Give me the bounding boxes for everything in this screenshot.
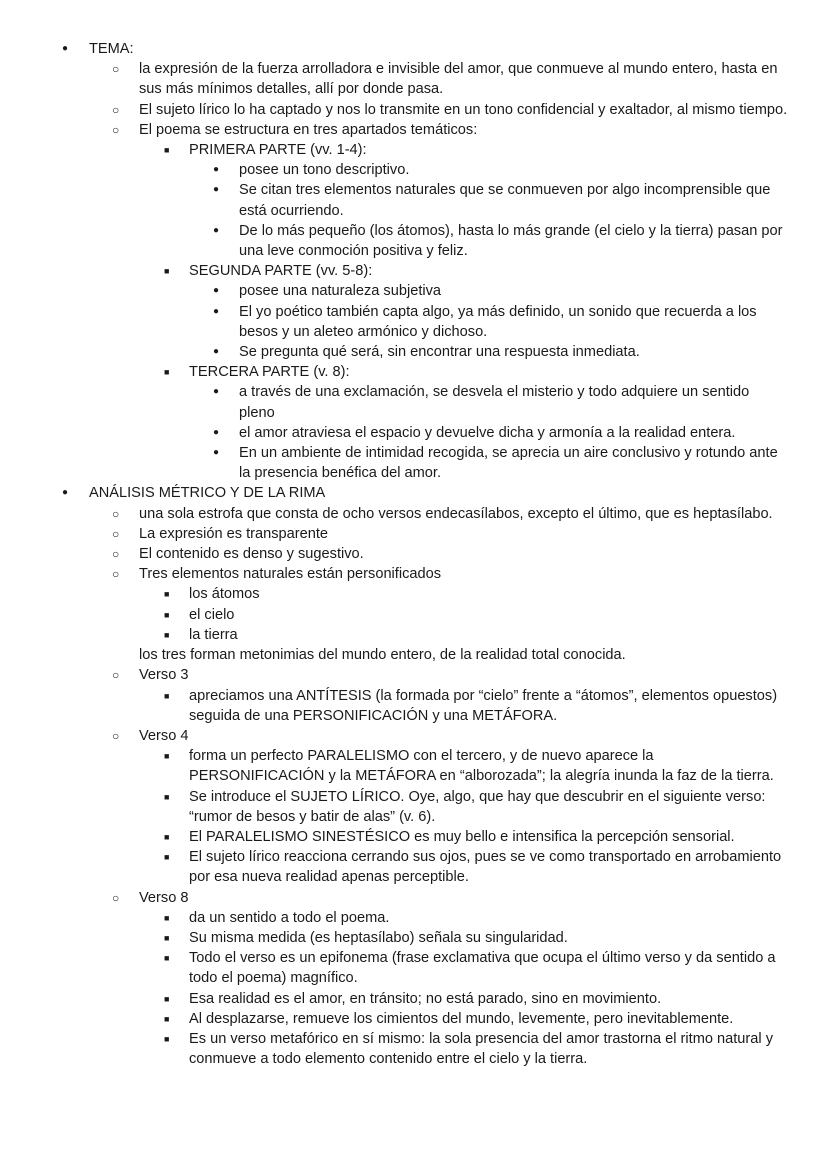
- bullet-marker-icon: ■: [164, 1033, 170, 1044]
- bullet-marker-icon: ■: [164, 690, 170, 701]
- item-text: El poema se estructura en tres apartados temáticos:: [139, 121, 478, 138]
- bullet-marker-icon: ■: [164, 629, 170, 640]
- sub-item: [0, 100, 789, 120]
- item-text: el amor atraviesa el espacio y devuelve dicha y armonía a la realidad entera.: [239, 424, 736, 441]
- bullet-marker-icon: ■: [164, 912, 170, 923]
- sub-sub-sub-item: [0, 180, 789, 220]
- sub-sub-sub-item: [0, 423, 789, 443]
- item-text: El contenido es denso y sugestivo.: [139, 546, 364, 563]
- bullet-item: [0, 39, 769, 59]
- sub-sub-item: [0, 584, 789, 604]
- item-text: La expresión es transparente: [139, 525, 329, 542]
- item-text: Es un verso metafórico en sí mismo: la sola presencia del amor trastorna el ritmo natural y conmueve a todo elemento contenido entre el cielo y la tierra.: [189, 1030, 773, 1068]
- bullet-marker-icon: ●: [213, 164, 220, 176]
- bullet-marker-icon: ●: [62, 43, 69, 54]
- sub-sub-sub-item: [0, 302, 789, 342]
- bullet-marker-icon: ○: [112, 506, 120, 521]
- item-text: TERCERA PARTE (v. 8):: [189, 364, 350, 381]
- item-text: apreciamos una ANTÍTESIS (la formada por “cielo” frente a “átomos”, elementos opuestos) seguida de una PERSONIFICACIÓN y una METÁFORA.: [189, 687, 778, 724]
- bullet-marker-icon: ■: [164, 609, 170, 620]
- bullet-marker-icon: ■: [164, 145, 170, 156]
- bullet-marker-icon: ○: [112, 668, 120, 683]
- bullet-marker-icon: ●: [213, 285, 220, 297]
- bullet-marker-icon: ○: [112, 122, 120, 137]
- item-text: PRIMERA PARTE (vv. 1-4):: [189, 142, 367, 159]
- bullet-marker-icon: ●: [213, 305, 220, 317]
- sub-sub-item: [0, 1029, 789, 1069]
- item-text: da un sentido a todo el poema.: [189, 909, 390, 926]
- bullet-marker-icon: ■: [164, 589, 170, 600]
- bullet-marker-icon: ■: [164, 791, 170, 802]
- sub-sub-item: [0, 1009, 789, 1029]
- sub-sub-item: [0, 140, 789, 160]
- continuation-text: [0, 645, 789, 665]
- sub-sub-item: [0, 989, 789, 1009]
- sub-item: [0, 524, 789, 544]
- sub-sub-item: [0, 787, 789, 827]
- document-outline: [0, 39, 828, 1069]
- sub-sub-sub-item: [0, 443, 789, 483]
- bullet-marker-icon: ■: [164, 266, 170, 277]
- sub-sub-item: [0, 827, 789, 847]
- sub-sub-item: [0, 847, 789, 887]
- bullet-marker-icon: ■: [164, 367, 170, 378]
- bullet-marker-icon: ○: [112, 547, 120, 562]
- item-text: Al desplazarse, remueve los cimientos del mundo, levemente, pero inevitablemente.: [189, 1010, 734, 1027]
- item-text: El PARALELISMO SINESTÉSICO es muy bello e intensifica la percepción sensorial.: [189, 828, 735, 845]
- sub-sub-item: [0, 948, 789, 988]
- sub-item: [0, 120, 789, 140]
- bullet-marker-icon: ○: [112, 890, 120, 905]
- bullet-marker-icon: ■: [164, 953, 170, 964]
- sub-sub-item: [0, 928, 789, 948]
- item-text: Verso 8: [139, 889, 189, 906]
- bullet-marker-icon: ■: [164, 751, 170, 762]
- item-text: Verso 4: [139, 727, 189, 744]
- sub-item: [0, 888, 789, 908]
- sub-sub-item: [0, 605, 789, 625]
- item-text: El yo poético también capta algo, ya más definido, un sonido que recuerda a los besos y un aleteo armónico y dichoso.: [239, 303, 757, 340]
- bullet-marker-icon: ●: [62, 487, 69, 499]
- item-text: SEGUNDA PARTE (vv. 5-8):: [189, 263, 373, 280]
- item-text: El sujeto lírico lo ha captado y nos lo transmite en un tono confidencial y exaltador, al mismo tiempo.: [139, 101, 788, 118]
- item-text: De lo más pequeño (los átomos), hasta lo más grande (el cielo y la tierra) pasan por una leve conmoción positiva y feliz.: [239, 222, 783, 260]
- sub-sub-item: [0, 261, 789, 281]
- sub-item: [0, 59, 789, 99]
- bullet-marker-icon: ■: [164, 1013, 170, 1024]
- bullet-marker-icon: ■: [164, 831, 170, 842]
- item-text: ANÁLISIS MÉTRICO Y DE LA RIMA: [89, 485, 326, 502]
- bullet-marker-icon: ●: [213, 447, 220, 459]
- item-text: forma un perfecto PARALELISMO con el tercero, y de nuevo aparece la PERSONIFICACIÓN y la METÁFORA en “alborozada”; la alegría inunda la faz de la tierra.: [189, 748, 774, 785]
- bullet-marker-icon: ●: [213, 224, 220, 236]
- sub-sub-item: [0, 362, 789, 382]
- item-text: la tierra: [189, 626, 238, 643]
- bullet-marker-icon: ●: [213, 426, 220, 438]
- item-text: Su misma medida (es heptasílabo) señala su singularidad.: [189, 929, 568, 946]
- bullet-marker-icon: ■: [164, 852, 170, 863]
- item-text: a través de una exclamación, se desvela el misterio y todo adquiere un sentido pleno: [239, 384, 750, 421]
- item-text: Se pregunta qué será, sin encontrar una respuesta inmediata.: [239, 344, 640, 361]
- bullet-marker-icon: ○: [112, 62, 120, 77]
- sub-item: [0, 726, 789, 746]
- bullet-marker-icon: ○: [112, 728, 120, 743]
- sub-sub-sub-item: [0, 281, 789, 301]
- bullet-marker-icon: ○: [112, 526, 120, 541]
- bullet-marker-icon: ●: [213, 386, 220, 398]
- sub-sub-sub-item: [0, 160, 789, 180]
- item-text: el cielo: [189, 606, 235, 623]
- item-text: posee una naturaleza subjetiva: [239, 283, 442, 300]
- item-text: El sujeto lírico reacciona cerrando sus ojos, pues se ve como transportado en arrobamiento por esa nueva realidad apenas perceptible.: [189, 849, 782, 886]
- item-text: Tres elementos naturales están personificados: [139, 566, 442, 583]
- bullet-marker-icon: ○: [112, 102, 120, 117]
- item-text: los átomos: [189, 586, 260, 603]
- item-text: Se introduce el SUJETO LÍRICO. Oye, algo, que hay que descubrir en el siguiente verso: “rumor de besos y batir de alas” (v. 6).: [189, 788, 766, 825]
- item-text: la expresión de la fuerza arrolladora e invisible del amor, que conmueve al mundo entero, hasta en sus más mínimos detalles, allí por donde pasa.: [139, 61, 778, 98]
- sub-sub-item: [0, 908, 789, 928]
- bullet-item: [0, 483, 769, 503]
- item-text: En un ambiente de intimidad recogida, se aprecia un aire conclusivo y rotundo ante la presencia benéfica del amor.: [239, 445, 778, 482]
- sub-sub-item: [0, 625, 789, 645]
- sub-sub-item: [0, 686, 789, 726]
- bullet-marker-icon: ■: [164, 993, 170, 1004]
- item-text: Todo el verso es un epifonema (frase exclamativa que ocupa el último verso y da sentido a todo el poema) magnífico.: [189, 950, 776, 987]
- sub-item: [0, 544, 789, 564]
- bullet-marker-icon: ●: [213, 184, 220, 196]
- item-text: Se citan tres elementos naturales que se conmueven por algo incomprensible que está ocurriendo.: [239, 182, 771, 219]
- item-text: Verso 3: [139, 667, 189, 684]
- bullet-marker-icon: ■: [164, 932, 170, 943]
- sub-item: [0, 564, 789, 584]
- sub-item: [0, 665, 789, 685]
- bullet-marker-icon: ○: [112, 567, 120, 582]
- sub-sub-sub-item: [0, 382, 789, 422]
- item-text: los tres forman metonimias del mundo entero, de la realidad total conocida.: [139, 647, 626, 664]
- item-text: TEMA:: [89, 41, 134, 57]
- sub-item: [0, 504, 789, 524]
- item-text: posee un tono descriptivo.: [239, 162, 410, 179]
- sub-sub-sub-item: [0, 342, 789, 362]
- item-text: Esa realidad es el amor, en tránsito; no está parado, sino en movimiento.: [189, 990, 662, 1007]
- bullet-marker-icon: ●: [213, 346, 220, 358]
- sub-sub-sub-item: [0, 221, 789, 261]
- item-text: una sola estrofa que consta de ocho versos endecasílabos, excepto el último, que es heptasílabo.: [139, 505, 773, 522]
- sub-sub-item: [0, 746, 789, 786]
